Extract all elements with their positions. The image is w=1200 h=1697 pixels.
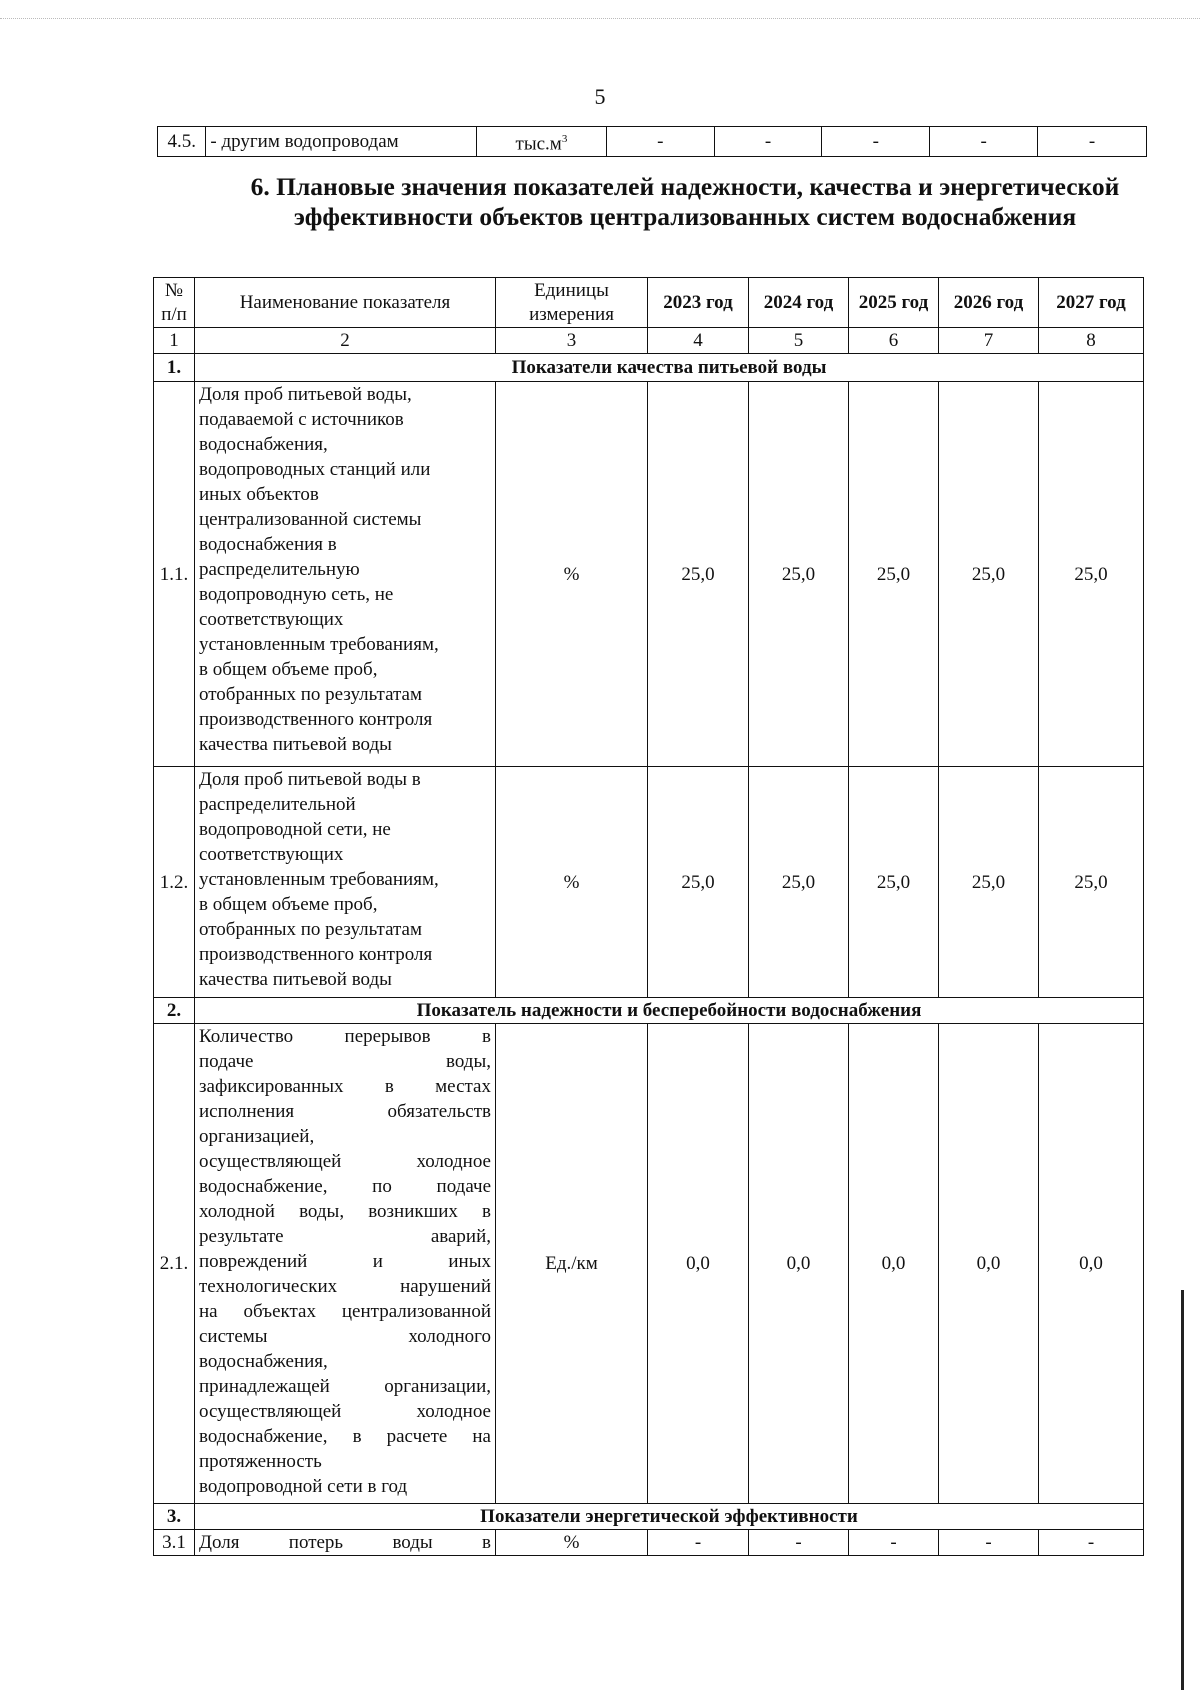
indicator-line: водопроводных станций или [199, 459, 431, 480]
column-number: 6 [849, 328, 939, 354]
unit-base: тыс.м [515, 133, 562, 155]
value-cell: 25,0 [749, 767, 849, 998]
indicator-line: на объектах централизованной [199, 1301, 491, 1322]
table-row [154, 1024, 1144, 1504]
indicator-line: организацией, [199, 1126, 315, 1147]
previous-table-row [157, 126, 1147, 157]
value-cell: 25,0 [849, 767, 939, 998]
indicator-line: производственного контроля [199, 709, 433, 730]
table-row [158, 127, 1147, 157]
indicator-name [195, 1024, 496, 1504]
indicator-line: качества питьевой воды [199, 734, 392, 755]
row-number: 1.1. [154, 382, 195, 767]
indicator-line: отобранных по результатам [199, 919, 422, 940]
value-cell: - [849, 1530, 939, 1556]
section-heading: Показатели качества питьевой воды [195, 354, 1144, 382]
indicator-line: централизованной системы [199, 509, 422, 530]
header-name: Наименование показателя [195, 278, 496, 328]
indicator-line: отобранных по результатам [199, 684, 422, 705]
unit-cell: % [496, 382, 648, 767]
column-number: 8 [1039, 328, 1144, 354]
value-cell: 25,0 [939, 382, 1039, 767]
column-number: 5 [749, 328, 849, 354]
header-year: 2025 год [849, 278, 939, 328]
value-cell: 25,0 [648, 382, 749, 767]
value-cell: 25,0 [1039, 382, 1144, 767]
header-row [154, 278, 1144, 328]
column-number: 2 [195, 328, 496, 354]
unit-superscript: 3 [561, 133, 568, 145]
indicator-line: холодной воды, возникших в [199, 1201, 491, 1222]
indicator-line: осуществляющей холодное [199, 1401, 491, 1422]
indicator-line: водопроводной сети в год [199, 1476, 408, 1497]
section-row [154, 1504, 1144, 1530]
section-number: 3. [154, 1504, 195, 1530]
indicator-line: подаче воды, [199, 1051, 491, 1072]
value-cell: 0,0 [849, 1024, 939, 1504]
indicator-line: водопроводную сеть, не [199, 584, 394, 605]
indicator-line: водоснабжения в [199, 534, 337, 555]
value-cell: - [648, 1530, 749, 1556]
indicator-line: протяженность [199, 1451, 322, 1472]
indicator-line: распределительной [199, 794, 356, 815]
indicator-line: иных объектов [199, 484, 319, 505]
table-row [154, 382, 1144, 767]
value-cell: 25,0 [939, 767, 1039, 998]
header-year: 2024 год [749, 278, 849, 328]
table-row [154, 1530, 1144, 1556]
header-year: 2023 год [648, 278, 749, 328]
column-numbers-row [154, 328, 1144, 354]
value-cell: 0,0 [648, 1024, 749, 1504]
indicator-line: подаваемой с источников [199, 409, 404, 430]
indicator-line: зафиксированных в местах [199, 1076, 491, 1097]
indicator-line: принадлежащей организации, [199, 1376, 491, 1397]
indicator-line: в общем объеме проб, [199, 894, 378, 915]
row-number: 1.2. [154, 767, 195, 998]
indicator-line: исполнения обязательств [199, 1101, 491, 1122]
indicator-line: осуществляющей холодное [199, 1151, 491, 1172]
indicator-line: Количество перерывов в [199, 1026, 491, 1047]
value-cell: 0,0 [749, 1024, 849, 1504]
unit-cell: % [496, 1530, 648, 1556]
value-cell: - [1039, 1530, 1144, 1556]
indicator-line: соответствующих [199, 609, 344, 630]
indicator-line: установленным требованиям, [199, 634, 439, 655]
row-number: 4.5. [158, 127, 206, 157]
section-row [154, 998, 1144, 1024]
indicator-line: производственного контроля [199, 944, 433, 965]
indicator-name [195, 382, 496, 767]
value-cell: 25,0 [849, 382, 939, 767]
value-cell: 25,0 [1039, 767, 1144, 998]
column-number: 3 [496, 328, 648, 354]
indicator-line: распределительную [199, 559, 360, 580]
indicator-line: системы холодного [199, 1326, 491, 1347]
indicator-line: соответствующих [199, 844, 344, 865]
column-number: 1 [154, 328, 195, 354]
value-cell: - [822, 127, 930, 157]
header-year: 2026 год [939, 278, 1039, 328]
indicator-line: в общем объеме проб, [199, 659, 378, 680]
section-heading: Показатели энергетической эффективности [195, 1504, 1144, 1530]
section-row [154, 354, 1144, 382]
value-cell: - [1038, 127, 1147, 157]
value-cell: - [930, 127, 1038, 157]
indicator-line: Доля проб питьевой воды, [199, 384, 412, 405]
scan-artifact-line [0, 18, 1200, 20]
value-cell: - [606, 127, 714, 157]
indicator-line: технологических нарушений [199, 1276, 491, 1297]
value-cell: 25,0 [648, 767, 749, 998]
header-num: № п/п [154, 278, 195, 328]
indicators-table [153, 277, 1144, 1556]
value-cell: - [749, 1530, 849, 1556]
indicator-name: Доля потерь воды в [195, 1530, 496, 1556]
indicator-name: - другим водопроводам [206, 127, 477, 157]
row-number: 3.1 [154, 1530, 195, 1556]
section-title: 6. Плановые значения показателей надежности, качества и энергетической эффективности объектов централизованных систем водоснабжения [250, 172, 1120, 231]
indicator-line: качества питьевой воды [199, 969, 392, 990]
unit-cell [477, 127, 607, 157]
row-number: 2.1. [154, 1024, 195, 1504]
value-cell: 0,0 [939, 1024, 1039, 1504]
section-heading: Показатель надежности и бесперебойности водоснабжения [195, 998, 1144, 1024]
indicator-line: результате аварий, [199, 1226, 491, 1247]
page-number: 5 [594, 84, 606, 109]
indicator-line: Доля проб питьевой воды в [199, 769, 421, 790]
indicator-line: установленным требованиям, [199, 869, 439, 890]
indicator-line: водоснабжения, [199, 434, 328, 455]
indicator-line: водоснабжения, [199, 1351, 328, 1372]
value-cell: - [939, 1530, 1039, 1556]
header-unit: Единицы измерения [496, 278, 648, 328]
value-cell: 0,0 [1039, 1024, 1144, 1504]
indicator-line: водоснабжение, в расчете на [199, 1426, 491, 1447]
indicator-line: повреждений и иных [199, 1251, 491, 1272]
unit-cell: Ед./км [496, 1024, 648, 1504]
indicator-line: водоснабжение, по подаче [199, 1176, 491, 1197]
header-year: 2027 год [1039, 278, 1144, 328]
column-number: 7 [939, 328, 1039, 354]
indicator-name [195, 767, 496, 998]
value-cell: 25,0 [749, 382, 849, 767]
section-number: 1. [154, 354, 195, 382]
scan-edge-artifact [1181, 1290, 1184, 1690]
indicator-line: водопроводной сети, не [199, 819, 391, 840]
value-cell: - [714, 127, 822, 157]
table-row [154, 767, 1144, 998]
section-number: 2. [154, 998, 195, 1024]
unit-cell: % [496, 767, 648, 998]
column-number: 4 [648, 328, 749, 354]
